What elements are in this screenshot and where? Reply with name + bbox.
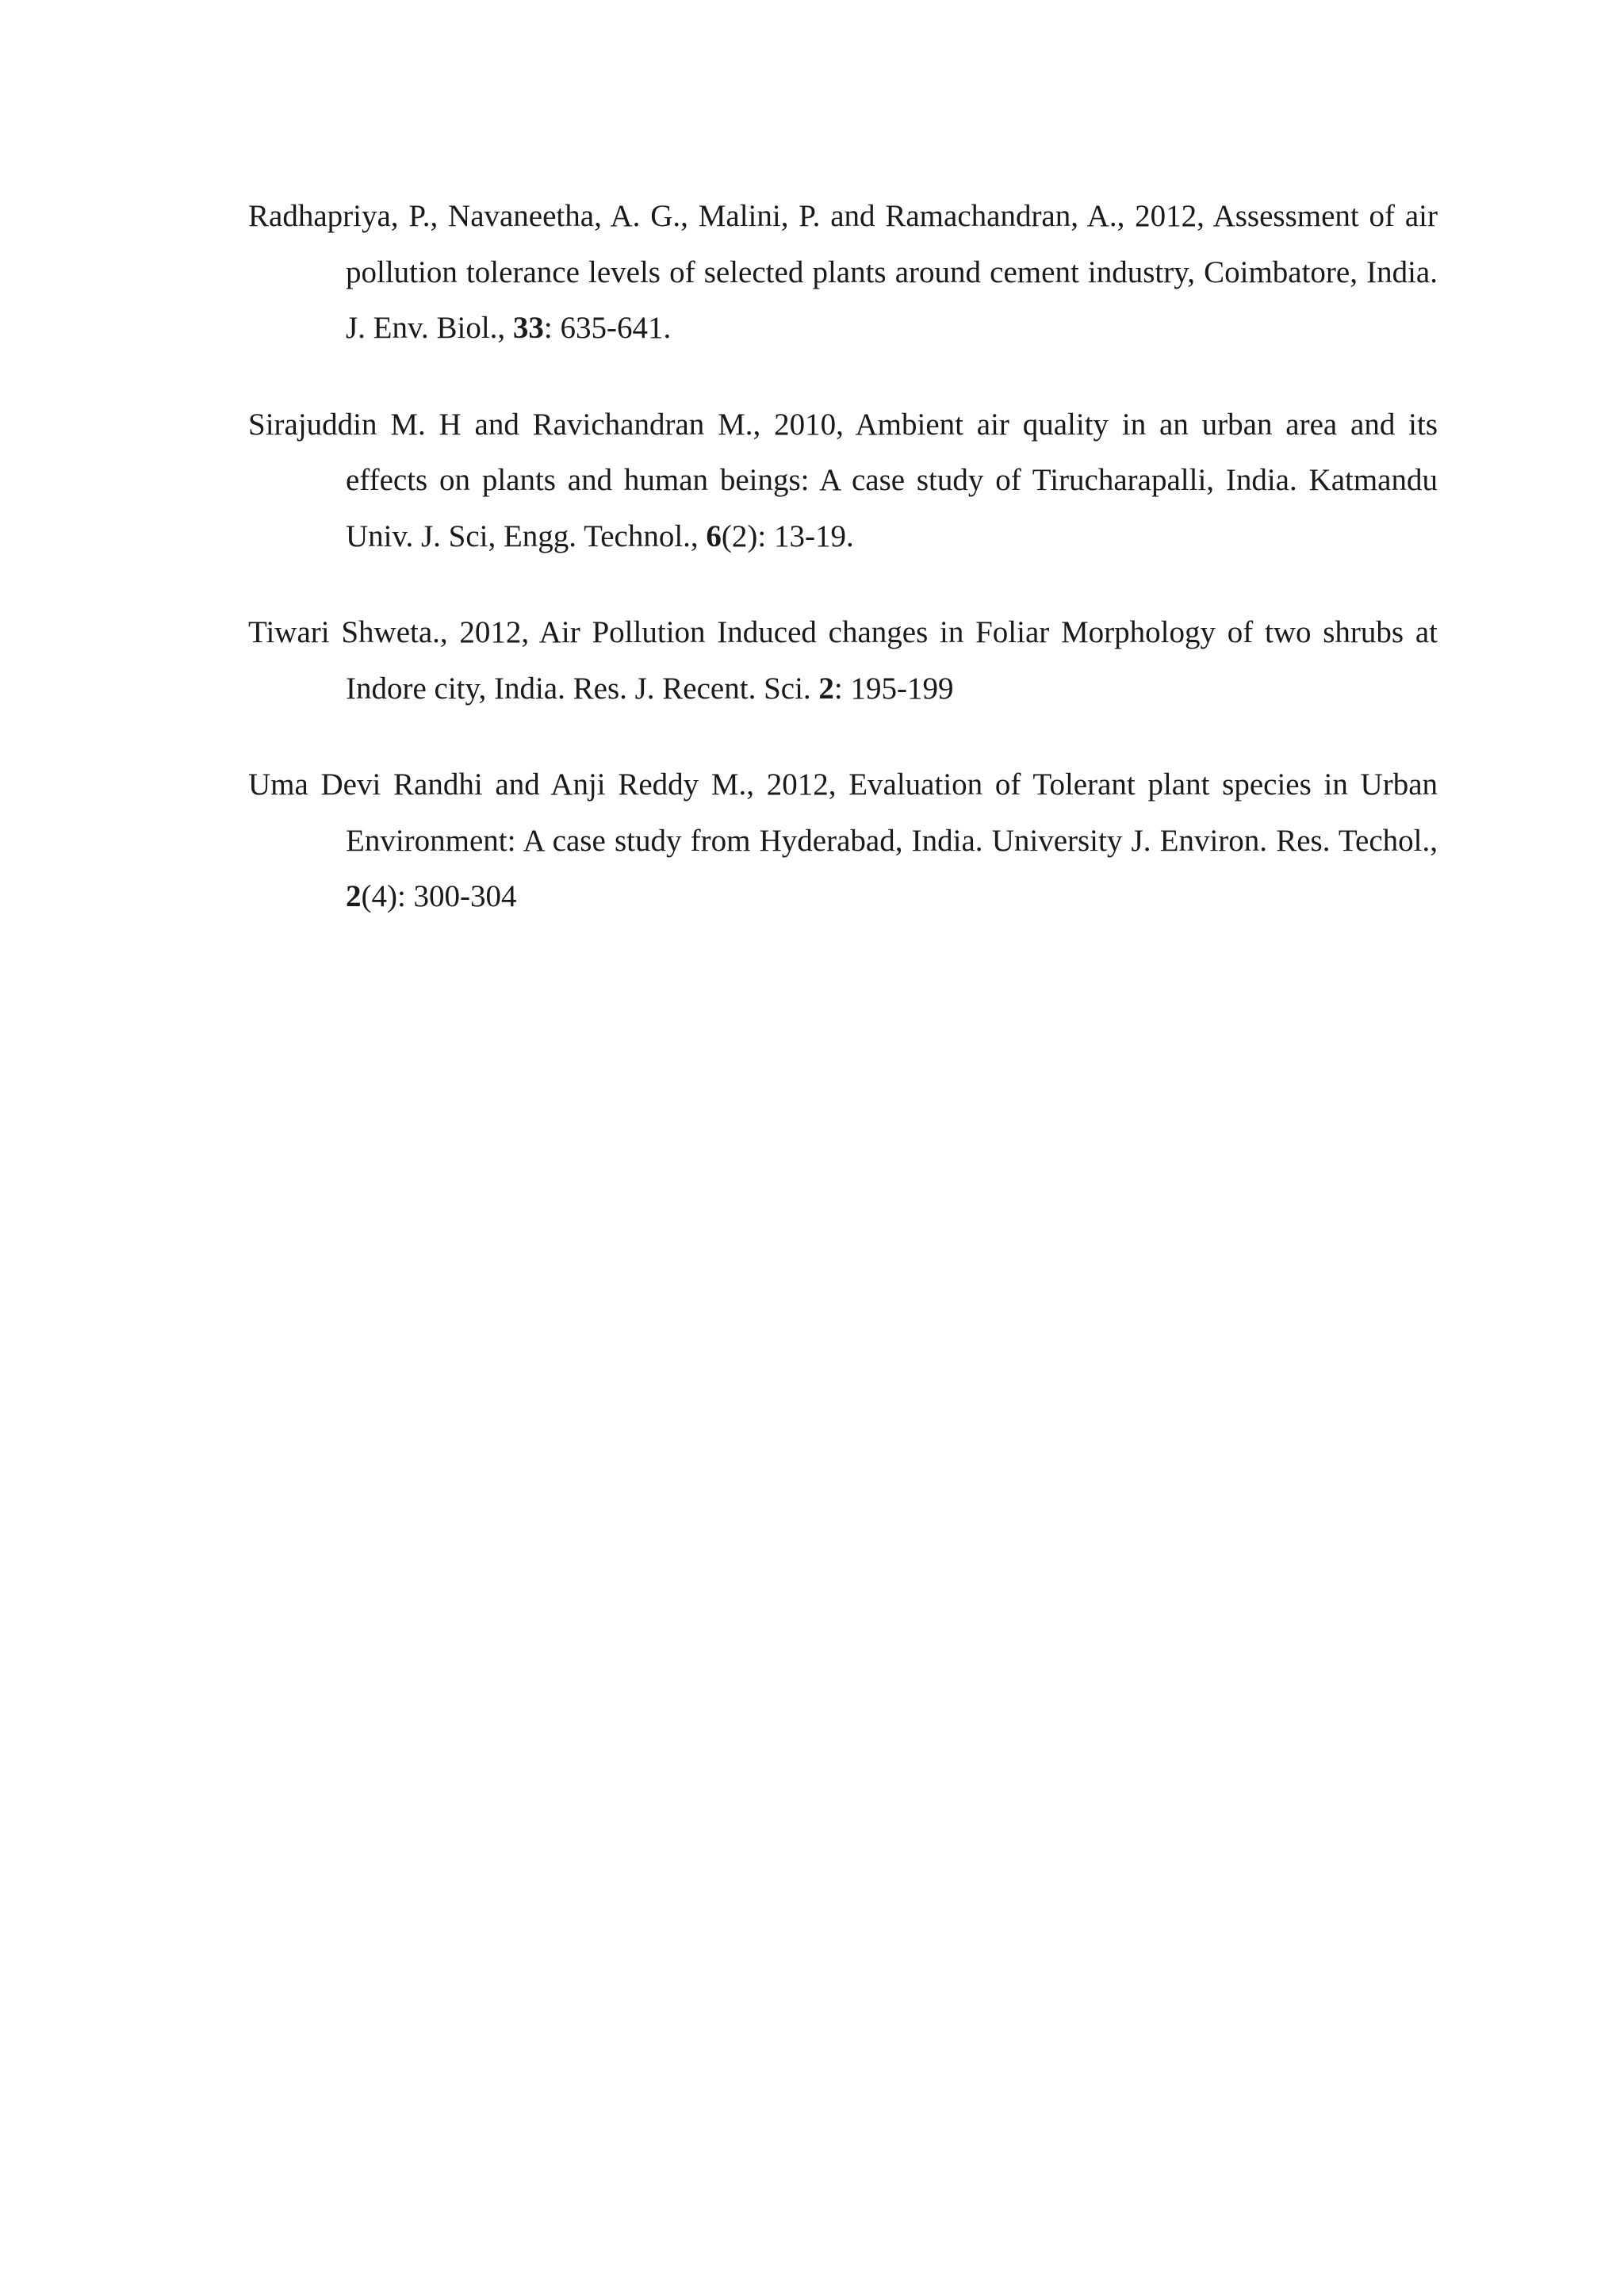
reference-list bbox=[248, 189, 1438, 966]
reference-text: Uma Devi Randhi and Anji Reddy M., 2012, Evaluation of Tolerant plant species in Urban Environment: A case study from Hyderabad, India. University J. Environ. Res. Techol., bbox=[248, 767, 1438, 858]
reference-text: Tiwari Shweta., 2012, Air Pollution Induced changes in Foliar Morphology of two shrubs at Indore city, India. Res. J. Recent. Sci. bbox=[248, 615, 1438, 706]
reference-text: Sirajuddin M. H and Ravichandran M., 2010, Ambient air quality in an urban area and its effects on plants and human beings: A case study of Tirucharapalli, India. Katmandu Univ. J. Sci, Engg. Technol., bbox=[248, 407, 1438, 553]
reference-pages: : 195-199 bbox=[833, 671, 954, 706]
reference-pages: (4): 300-304 bbox=[361, 879, 517, 913]
reference-entry bbox=[248, 605, 1438, 717]
reference-pages: : 635-641. bbox=[543, 311, 672, 345]
reference-text: Radhapriya, P., Navaneetha, A. G., Malini, P. and Ramachandran, A., 2012, Assessment of air pollution tolerance levels of selected plants around cement industry, Coimbatore, India. J. Env. Biol., bbox=[248, 199, 1438, 345]
reference-volume: 2 bbox=[818, 671, 834, 706]
reference-entry bbox=[248, 397, 1438, 565]
reference-volume: 2 bbox=[346, 879, 362, 913]
reference-entry bbox=[248, 189, 1438, 357]
reference-volume: 6 bbox=[706, 519, 722, 553]
reference-pages: (2): 13-19. bbox=[721, 519, 854, 553]
reference-volume: 33 bbox=[512, 311, 544, 345]
reference-entry bbox=[248, 757, 1438, 925]
